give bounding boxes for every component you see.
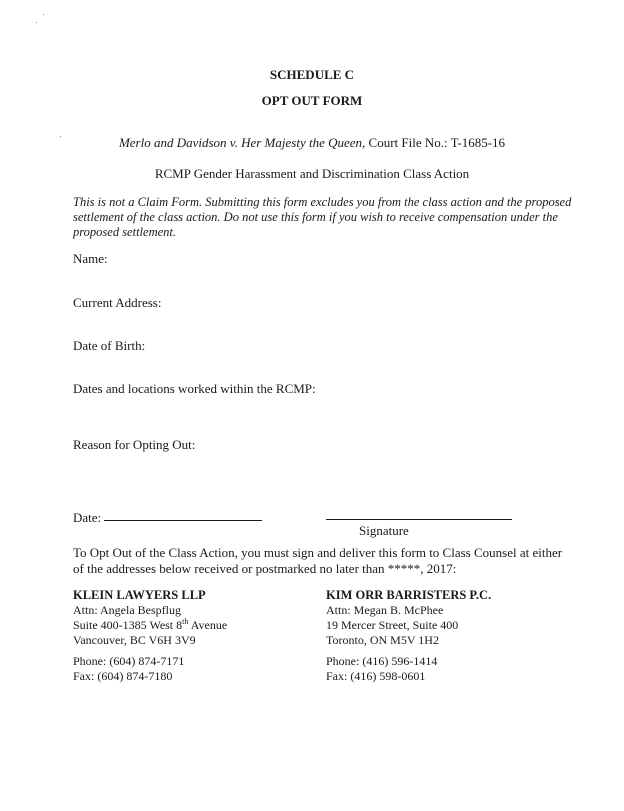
contact-block-kim-orr <box>326 654 437 684</box>
scan-speck <box>43 14 44 15</box>
firm-phone: Phone: (604) 874-7171 <box>73 654 185 668</box>
date-input-line[interactable] <box>104 520 262 521</box>
firm-attn: Attn: Angela Bespflug <box>73 603 181 617</box>
firm-block-klein <box>73 588 227 648</box>
case-name: Merlo and Davidson v. Her Majesty the Queen <box>118 135 363 150</box>
document-title: SCHEDULE C <box>269 67 355 82</box>
dob-field-label: Date of Birth: <box>73 338 146 353</box>
firm-address-line2: Vancouver, BC V6H 3V9 <box>73 633 196 647</box>
dates-locations-field-label: Dates and locations worked within the RCMP: <box>73 381 316 396</box>
date-field-label: Date: <box>73 510 102 525</box>
disclaimer-text: This is not a Claim Form. Submitting this form excludes you from the class action and the proposed settlement of the class action. Do not use this form if you wish to receive compensation under the proposed settlement. <box>73 195 572 239</box>
reason-field-label: Reason for Opting Out: <box>73 437 196 452</box>
court-file-number: , Court File No.: T-1685-16 <box>362 135 506 150</box>
firm-phone: Phone: (416) 596-1414 <box>326 654 438 668</box>
name-field-label: Name: <box>73 251 108 266</box>
address-field-label: Current Address: <box>73 295 162 310</box>
submission-instructions: To Opt Out of the Class Action, you must sign and deliver this form to Class Counsel at either of the addresses below received or postmarked no later than *****, 2017: <box>73 545 563 576</box>
scan-speck <box>36 22 37 23</box>
firm-fax: Fax: (416) 598-0601 <box>326 669 426 683</box>
firm-block-kim-orr <box>326 588 491 648</box>
document-subtitle: OPT OUT FORM <box>261 93 363 108</box>
signature-label: Signature <box>359 523 409 538</box>
firm-address-line1: Suite 400-1385 West 8th Avenue <box>73 617 228 632</box>
firm-name: KIM ORR BARRISTERS P.C. <box>326 588 492 602</box>
case-citation <box>0 135 624 151</box>
firm-attn: Attn: Megan B. McPhee <box>326 603 444 617</box>
class-action-name: RCMP Gender Harassment and Discrimination Class Action <box>154 166 470 181</box>
signature-input-line[interactable] <box>326 519 512 520</box>
firm-address-line1: 19 Mercer Street, Suite 400 <box>326 618 459 632</box>
firm-name: KLEIN LAWYERS LLP <box>73 588 206 602</box>
firm-address-line2: Toronto, ON M5V 1H2 <box>326 633 439 647</box>
firm-fax: Fax: (604) 874-7180 <box>73 669 173 683</box>
contact-block-klein <box>73 654 184 684</box>
